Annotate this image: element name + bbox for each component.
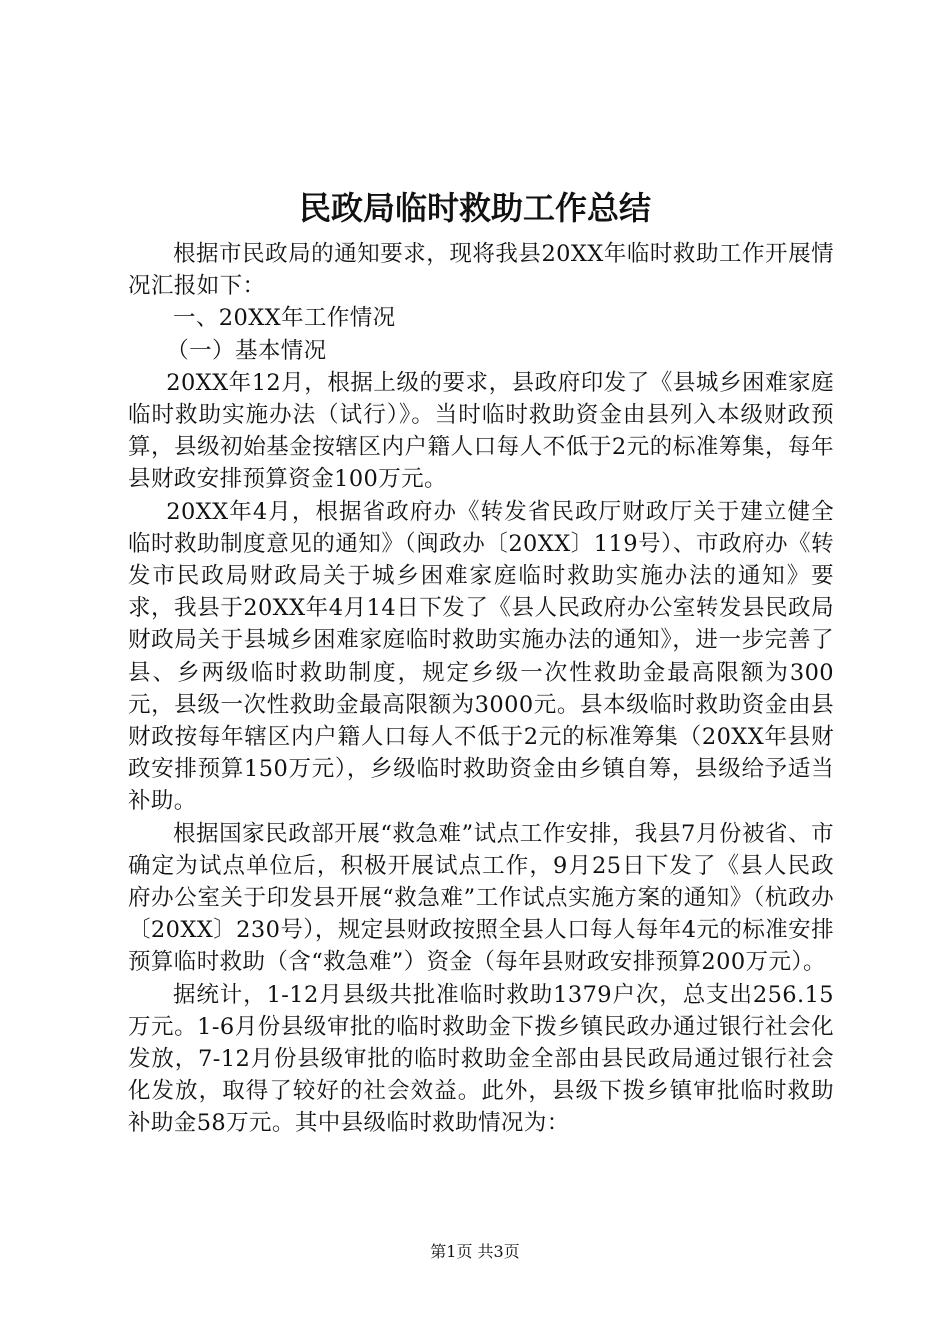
paragraph-statistics: 据统计，1-12月县级共批准临时救助1379户次，总支出256.15万元。1-6月份县级审批的临时救助金下拨乡镇民政办通过银行社会化发放，7-12月份县级审批的临时救助金全部由县民政局通过银行社会化发放，取得了较好的社会效益。此外，县级下拨乡镇审批临时救助补助金58万元。其中县级临时救助情况为： [128,981,834,1137]
section-heading: 一、20XX年工作情况 [173,305,396,332]
document-body [128,238,834,1140]
page-footer: 第1页 共3页 [430,1242,520,1261]
paragraph-policy: 20XX年4月，根据省政府办《转发省民政厅财政厅关于建立健全临时救助制度意见的通知》（闽政办〔20XX〕119号）、市政府办《转发市民政局财政局关于城乡困难家庭临时救助实施办法的通知》要求，我县于20XX年4月14日下发了《县人民政府办公室转发县民政局财政局关于县城乡困难家庭临时救助实施办法的通知》，进一步完善了县、乡两级临时救助制度，规定乡级一次性救助金最高限额为300元，县级一次性救助金最高限额为3000元。县本级临时救助资金由县财政按每年辖区内户籍人口每人不低于2元的标准筹集（20XX年县财政安排预算150万元），乡级临时救助资金由乡镇自筹，县级给予适当补助。 [128,498,834,815]
paragraph-pilot: 根据国家民政部开展“救急难”试点工作安排，我县7月份被省、市确定为试点单位后，积极开展试点工作，9月25日下发了《县人民政府办公室关于印发县开展“救急难”工作试点实施方案的通知》（杭政办〔20XX〕230号），规定县财政按照全县人口每人每年4元的标准安排预算临时救助（含“救急难”）资金（每年县财政安排预算200万元）。 [128,820,834,976]
paragraph-background: 20XX年12月，根据上级的要求，县政府印发了《县城乡困难家庭临时救助实施办法（试行）》。当时临时救助资金由县列入本级财政预算，县级初始基金按辖区内户籍人口每人不低于2元的标准筹集，每年县财政安排预算资金100万元。 [128,369,834,493]
document-title: 民政局临时救助工作总结 [298,189,651,227]
paragraph-intro: 根据市民政局的通知要求，现将我县20XX年临时救助工作开展情况汇报如下： [128,241,834,300]
subsection-heading: （一）基本情况 [166,337,327,364]
